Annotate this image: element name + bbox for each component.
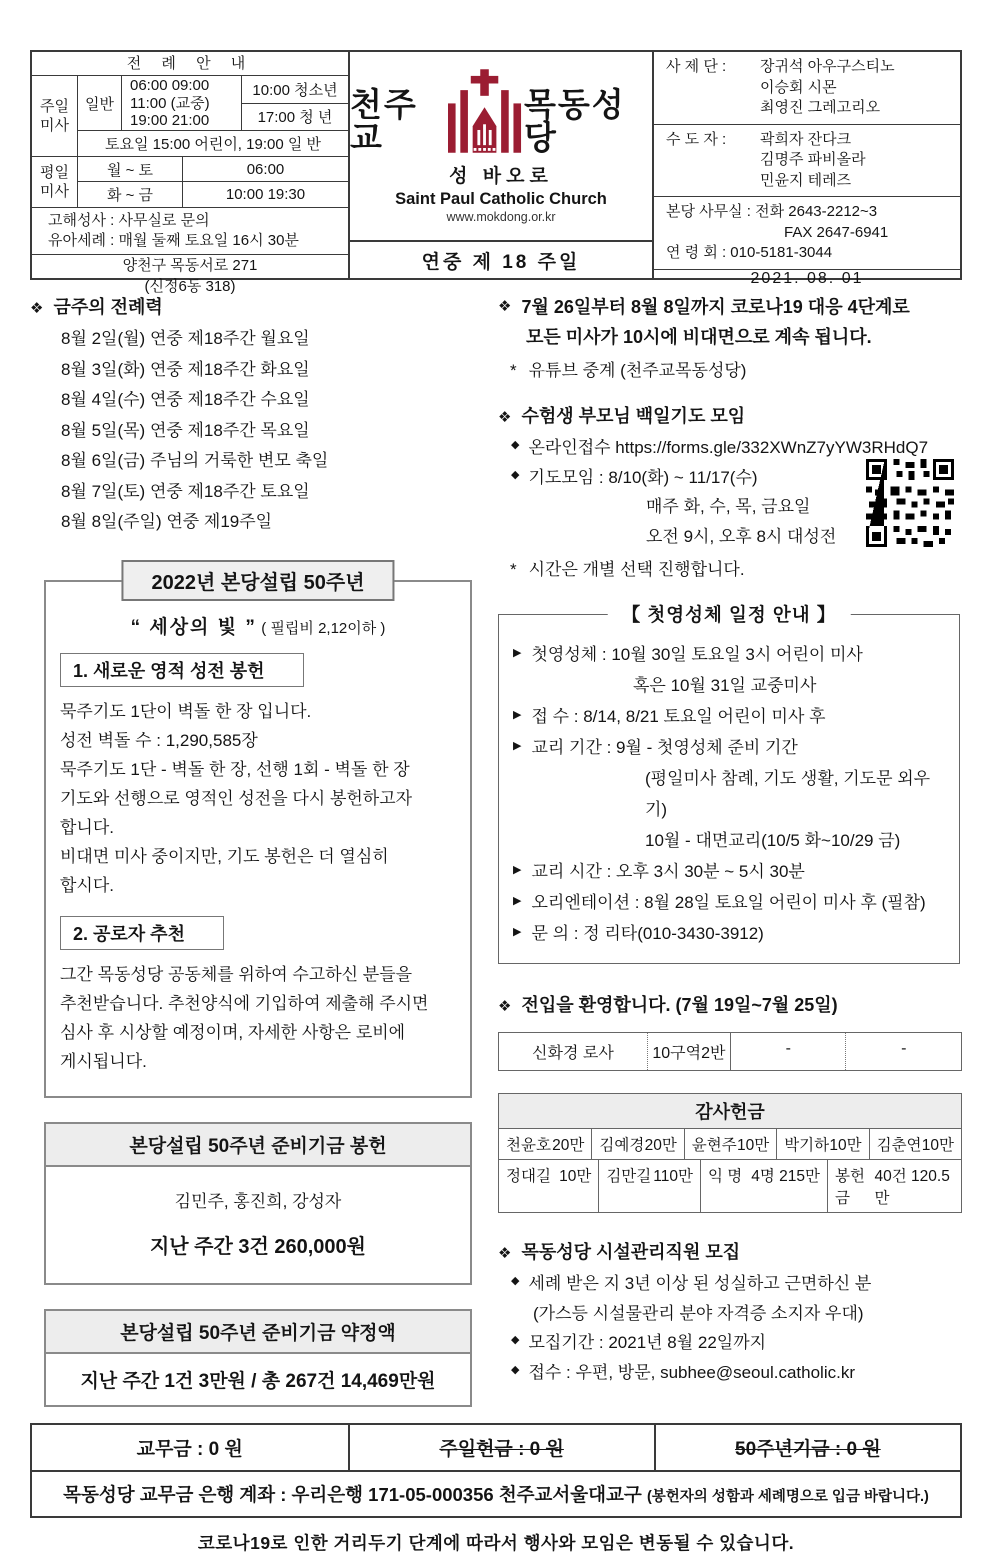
church-tower-cross-icon: [448, 69, 522, 158]
fund-offering-box: [44, 1122, 472, 1285]
sacrament-notes: [32, 208, 348, 255]
thanksgiving-row: 천윤호 20만 김예경 20만 윤현주 10만 박기하 10만 김춘연 10만: [499, 1129, 961, 1160]
diamond-bullet-icon: ❖: [498, 1245, 512, 1262]
calendar-item: 8월 3일(화) 연중 제18주간 화요일: [61, 359, 310, 379]
church-logo: [350, 52, 652, 240]
first-communion-box: 【 첫영성체 일정 안내 】 ▶ 첫영성체 : 10월 30일 토요일 3시 어린이 미사 혹은 10월 31일 교중미사 ▶ 접 수 : 8/14, 8/21 토요일 어린이 미사 후 ▶ 교리 기간 : 9월 - 첫영성체 준비 기간 (평일미사 참례, 기도 생활, 기도문 외우기) 10월 - 대면교리(10/5 화~10/29 금) ▶ 교리 시간 : 오후 3시 30분 ~ 5시 30분 ▶ 오리엔테이션 : 8월 28일 토요일 어린이 미사 후 (필참) ▶ 문 의 : 정 리타(010-3430-3912): [498, 614, 960, 964]
time-note: * 시간은 개별 선택 진행합니다.: [510, 560, 745, 579]
general-mass-label: 일반: [78, 76, 122, 130]
thanksgiving-title: 감사헌금: [499, 1094, 961, 1129]
arrow-bullet-icon: ▶: [513, 895, 522, 907]
exam-prayer-section: ❖ 수험생 부모님 백일기도 모임 ◆ 온라인접수 https://forms.gle/332XWnZ7yYW3RHdQ7 ◆ 기도모임 : 8/10(화) ~ 11/17(수) 매주 화, 수, 목, 금요일 오전 9시, 오후 8시 대성전 * 시간은 개별 선택 진행합니다.: [498, 401, 962, 584]
anniversary-box: 2022년 본당설립 50주년 “ 세상의 빛 ” ( 필립비 2,12이하 ) 1. 새로운 영적 성전 봉헌 묵주기도 1단이 벽돌 한 장 입니다. 성전 벽돌 수 : 1,290,585장 묵주기도 1단 - 벽돌 한 장, 선행 1회 - 벽돌 한 장 기도와 선행으로 영적인 성전을 다시 봉헌하고자 합니다. 비대면 미사 중이지만, 기도 봉헌은 더 열심히 합시다. 2. 공로자 추천 그간 목동성당 공동체를 위하여 수고하신 분들을 추천받습니다. 추천양식에 기입하여 제출해 주시면 심사 후 시상할 예정이며, 자세한 사항은 로비에 게시됩니다.: [44, 580, 472, 1098]
right-column: ❖ 7월 26일부터 8월 8일까지 코로나19 대응 4단계로 모든 미사가 10시에 비대면으로 계속 됩니다. * 유튜브 중계 (천주교목동성당) ❖ 수험생 부모님 백일기도 모임 ◆ 온라인접수 https://forms.gle/332XWnZ7yYW3RHdQ7 ◆ 기도모임 : 8/10(화) ~ 11/17(수) 매주 화, 수, 목, 금요일 오전 9시, 오후 8시 대성전 * 시간은 개별 선택 진행합니다. 【 첫영성체 일정 안내 】 ▶ 첫영성체 : 10월 30일 토요일 3시 어린이 미사 혹은 10월 31일 교중미사 ▶ 접 수 : 8/14, 8/21 토요일 어린이 미사 후 ▶ 교리 기간 : 9월 - 첫영성체 준비 기간 (평일미사 참례, 기도 생활, 기도문 외우기) 10월 - 대면교리(10/5 화~10/29 금) ▶ 교리 시간 : 오후 3시 30분 ~ 5시 30분 ▶ 오리엔테이션 : 8월 28일 토요일 어린이 미사 후 (필참) ▶ 문 의 : 정 리타(010-3430-3912) ❖ 전입을 환영합니다. (7월 19일~7월 25일) 신화경 로사 10구역2반 - - 감사헌금 천윤호 20만 김예경 20만 윤현주 10만 박기하 10만 김춘연 10만 정대길 10만 김만길 110만 익 명 4명 215만 봉헌금 40건 120.5만 ❖ 목동성당 시설관리직원 모집 ◆ 세례 받은 지 3년 이상 된 성실하고 근면하신 분 (가스등 시설물관리 분야 자격증 소지자 우대) ◆ 모집기간 : 2021년 8월 22일까지 ◆ 접수 : 우편, 방문, subhee@seoul.catholic.kr: [498, 292, 962, 1407]
church-website: www.mokdong.or.kr: [446, 209, 556, 224]
yeonryeonghoe-phone: 연 령 회 : 010-5181-3044: [666, 244, 833, 261]
office-fax: FAX 2647-6941: [784, 223, 889, 241]
sunday-mass-rows: [32, 76, 348, 157]
transfer-table: 신화경 로사 10구역2반 - -: [498, 1032, 962, 1071]
transfer-district: 10구역2반: [647, 1033, 730, 1070]
transfer-welcome-title: ❖ 전입을 환영합니다. (7월 19일~7월 25일): [498, 990, 962, 1022]
anniversary-title: 2022년 본당설립 50주년: [121, 560, 394, 601]
priests-block: 사 제 단 : 장귀석 아우구스티노 이승회 시몬 최영진 그레고리오: [654, 52, 960, 125]
calendar-item: 8월 5일(목) 연중 제18주간 목요일: [61, 420, 310, 440]
fund-pledge-total: 지난 주간 1건 3만원 / 총 267건 14,469만원: [80, 1370, 436, 1392]
church-name-english: Saint Paul Catholic Church: [395, 189, 607, 208]
office-block: [654, 197, 960, 270]
youth-mass-time: 10:00 청소년: [242, 76, 348, 104]
arrow-bullet-icon: ▶: [513, 709, 522, 721]
arrow-bullet-icon: ▶: [513, 926, 522, 938]
liturgical-calendar-title: ❖ 금주의 전례력: [30, 292, 482, 324]
arrow-bullet-icon: ▶: [513, 740, 522, 752]
transfer-name: 신화경 로사: [532, 1045, 614, 1062]
fund-pledge-box: [44, 1309, 472, 1407]
prayer-meeting-schedule: ◆ 기도모임 : 8/10(화) ~ 11/17(수): [498, 463, 962, 493]
calendar-item: 8월 6일(금) 주님의 거룩한 변모 축일: [61, 451, 329, 470]
church-address: 양천구 목동서로 271 (신정6동 318): [122, 257, 258, 295]
calendar-item: 8월 2일(월) 연중 제18주간 월요일: [61, 329, 310, 348]
exam-prayer-title: ❖ 수험생 부모님 백일기도 모임: [498, 401, 962, 433]
calendar-item: 8월 4일(수) 연중 제18주간 수요일: [61, 390, 310, 409]
mass-schedule-table: [32, 52, 350, 295]
anniversary-section2-title: 2. 공로자 추천: [60, 916, 224, 950]
recruit-title: ❖ 목동성당 시설관리직원 모집: [498, 1237, 962, 1269]
small-diamond-icon: ◆: [511, 468, 520, 481]
diamond-bullet-icon: ❖: [498, 998, 512, 1015]
small-diamond-icon: ◆: [511, 439, 520, 451]
youtube-note: * 유튜브 중계 (천주교목동성당): [510, 361, 747, 380]
fund-offering-title: 본당설립 50주년 준비기금 봉헌: [46, 1124, 470, 1167]
arrow-bullet-icon: ▶: [513, 647, 522, 659]
church-identity: [350, 52, 654, 278]
small-diamond-icon: ◆: [511, 1363, 520, 1376]
church-name-prefix: 천주교: [350, 85, 418, 156]
bank-account-row: 목동성당 교무금 은행 계좌 : 우리은행 171-05-000356 천주교서울대교구 (봉헌자의 성함과 세례명으로 입금 바랍니다.): [63, 1483, 929, 1505]
confession-note: 고해성사 : 사무실로 문의: [48, 212, 210, 229]
thanksgiving-row: 정대길 10만 김만길 110만 익 명 4명 215만 봉헌금 40건 120.5만: [499, 1160, 961, 1212]
patron-saint: 성 바오로: [449, 165, 553, 187]
online-registration: ◆ 온라인접수 https://forms.gle/332XWnZ7yYW3RHdQ7: [498, 433, 962, 463]
anniversary-subtitle: “ 세상의 빛 ” ( 필립비 2,12이하 ): [130, 616, 386, 638]
covid-notice: ❖ 7월 26일부터 8월 8일까지 코로나19 대응 4단계로: [498, 292, 962, 322]
saturday-mass-row: 토요일 15:00 어린이, 19:00 일 반: [105, 136, 321, 153]
first-communion-title: 【 첫영성체 일정 안내 】: [608, 601, 851, 627]
liturgical-week-title: 연중 제 18 주일: [350, 240, 652, 278]
calendar-item: 8월 8일(주일) 연중 제19주일: [61, 512, 273, 531]
anniversary-fund-cell: 50주년기금 : 0 원: [654, 1425, 960, 1470]
sunday-offering-cell: 주일헌금 : 0 원: [348, 1425, 654, 1470]
contacts-table: [654, 52, 960, 287]
general-mass-times: 06:00 09:00 11:00 (교중) 19:00 21:00: [122, 76, 242, 130]
covid-footer-notice: 코로나19로 인한 거리두기 단계에 따라서 행사와 모임은 변동될 수 있습니다.: [197, 1532, 795, 1553]
office-phone: 본당 사무실 : 전화 2643-2212~3: [666, 203, 878, 220]
sunday-mass-label: 주일 미사: [32, 76, 78, 156]
weekday-row: 화 ~ 금 10:00 19:30: [78, 182, 348, 207]
gyomugeum-cell: 교무금 : 0 원: [136, 1438, 243, 1460]
calendar-item: 8월 7일(토) 연중 제18주간 토요일: [61, 481, 310, 501]
weekday-mass-label: 평일 미사: [32, 157, 78, 207]
small-diamond-icon: ◆: [511, 1334, 520, 1346]
left-column: [30, 292, 482, 1407]
fund-pledge-title: 본당설립 50주년 준비기금 약정액: [46, 1311, 470, 1354]
diamond-bullet-icon: ❖: [498, 409, 512, 426]
diamond-bullet-icon: ❖: [30, 300, 44, 317]
religious-block: 수 도 자 : 곽희자 잔다크 김명주 파비올라 민윤지 테레즈: [654, 125, 960, 198]
anniversary-section1-title: 1. 새로운 영적 성전 봉헌: [60, 653, 304, 687]
weekday-row: 월 ~ 토 06:00: [78, 157, 348, 182]
offering-summary-box: [30, 1423, 962, 1518]
qr-code-image: [866, 459, 954, 552]
thanksgiving-offering-table: [498, 1093, 962, 1213]
bulletin-date: 2021. 08. 01: [750, 269, 864, 287]
fund-offering-total: 지난 주간 3건 260,000원: [149, 1235, 366, 1258]
arrow-bullet-icon: ▶: [513, 864, 522, 876]
weekday-mass-rows: [32, 157, 348, 208]
diamond-bullet-icon: ❖: [498, 298, 512, 315]
infant-baptism-note: 유아세례 : 매월 둘째 토요일 16시 30분: [48, 232, 299, 249]
young-adult-mass-time: 17:00 청 년: [257, 109, 333, 127]
church-name-suffix: 목동성당: [524, 85, 626, 156]
fund-offering-names: 김민주, 홍진희, 강성자: [174, 1191, 342, 1211]
mass-schedule-title: 전 례 안 내: [32, 52, 348, 76]
header-table: [30, 50, 962, 295]
small-diamond-icon: ◆: [511, 1275, 520, 1287]
